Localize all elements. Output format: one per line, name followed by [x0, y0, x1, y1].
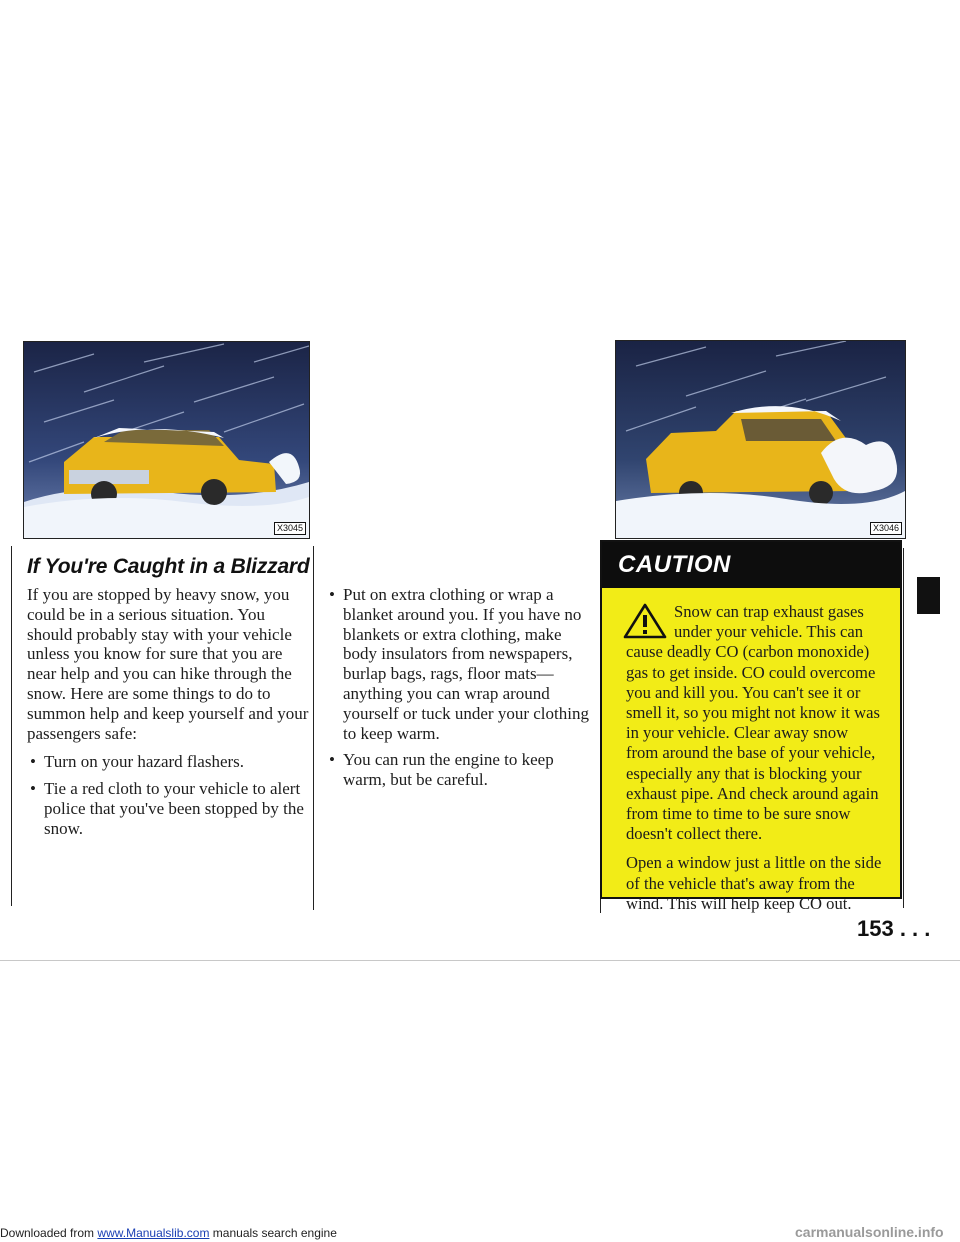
- caution-box: [600, 540, 902, 913]
- list-item: • Put on extra clothing or wrap a blanket around you. If you have no blankets or extra clothing, make body insulators from newspapers, burlap bags, rags, floor mats—anything you can wrap around yourself or tuck under your clothing to keep warm.: [326, 585, 594, 743]
- caution-body: [626, 602, 884, 914]
- caution-paragraph-2: Open a window just a little on the side of the vehicle that's away from the wind. This will help keep CO out.: [626, 853, 882, 913]
- download-footer: [0, 1226, 337, 1240]
- section-heading: If You're Caught in a Blizzard: [27, 555, 310, 578]
- manualslib-link[interactable]: www.Manualslib.com: [97, 1226, 210, 1240]
- list-item: • You can run the engine to keep warm, but be careful.: [326, 750, 594, 790]
- list-item: • Tie a red cloth to your vehicle to alert police that you've been stopped by the snow.: [27, 779, 310, 838]
- footer-rule: [0, 960, 960, 961]
- car-exhaust-in-snow-image: [616, 341, 905, 538]
- section-thumb-tab: [917, 577, 940, 614]
- figure-code: X3045: [274, 522, 306, 535]
- column-rule-middle: [313, 546, 314, 910]
- warning-triangle-icon: [622, 602, 668, 640]
- watermark-text: carmanualsonline.info: [795, 1224, 944, 1240]
- middle-column: [326, 585, 594, 797]
- column-rule-right-outer: [903, 548, 904, 908]
- right-illustration: [615, 340, 906, 539]
- figure-code: X3046: [870, 522, 902, 535]
- list-item: • Turn on your hazard flashers.: [27, 752, 310, 772]
- caution-paragraph-1: Snow can trap exhaust gases under your vehicle. This can cause deadly CO (carbon monoxide) gas to get inside. CO could overcome you and kill you. You can't see it or smell it, so you might not know it was in your vehicle. Clear away snow from around the base of your vehicle, especially any that is blocking your exhaust pipe. And check around again from time to time to be sure snow doesn't collect there.: [626, 602, 880, 844]
- left-illustration: [23, 341, 310, 539]
- car-in-snowstorm-image: [24, 342, 309, 538]
- right-bullet-list: [326, 585, 594, 790]
- footer-suffix: manuals search engine: [212, 1226, 337, 1240]
- footer-prefix: Downloaded from: [0, 1226, 95, 1240]
- page-number: 153 . . .: [857, 916, 931, 941]
- caution-header: [602, 542, 900, 588]
- column-rule-left: [11, 546, 12, 906]
- section-intro: If you are stopped by heavy snow, you could be in a serious situation. You should probably stay with your vehicle unless you know for sure that you are near help and you can hike through the snow. Here are some things to do to summon help and keep yourself and your passengers safe:: [27, 585, 309, 743]
- left-column: [27, 585, 310, 846]
- left-bullet-list: [27, 752, 310, 838]
- caution-title: CAUTION: [618, 551, 731, 578]
- column-rule-caution-left: [600, 899, 601, 913]
